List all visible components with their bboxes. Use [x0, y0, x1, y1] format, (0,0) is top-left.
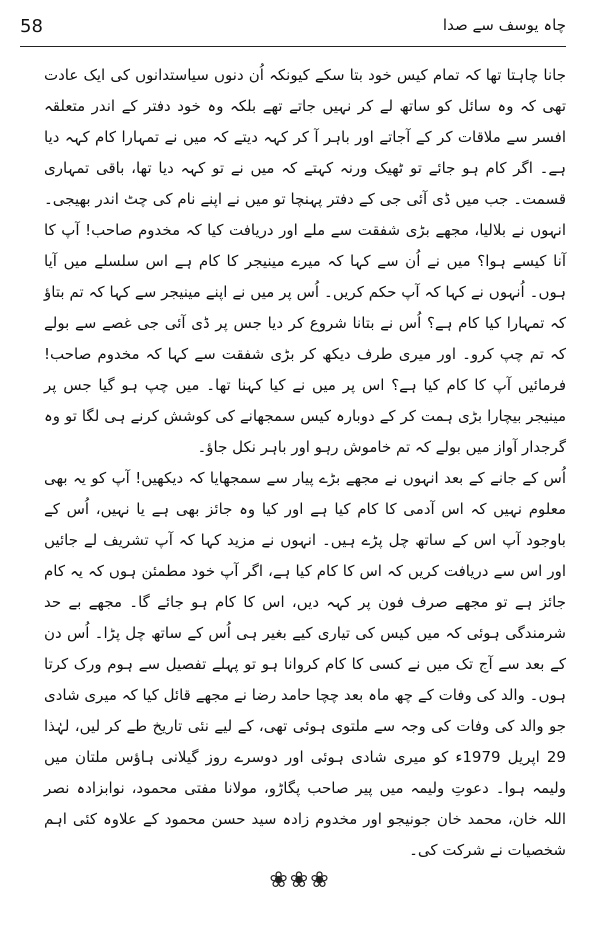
ornament-divider-icon: ❀❀❀ [269, 868, 331, 893]
paragraph-2: اُس کے جانے کے بعد انہوں نے مجھے بڑے پیار سے سمجھایا کہ دیکھیں! آپ کو یہ بھی معلوم نہیں کہ اس آدمی کا کام کیا ہے اور کیا وہ جائز بھی ہے یا نہیں، اُس کے باوجود آپ اس کے ساتھ چل پڑے ہیں۔ انہوں نے مزید کہا کہ آپ تشریف لے جائیں اور اس سے دریافت کریں کہ اس کا کام کیا ہے، اگر آپ خود مطمئن ہوں کہ یہ کام جائز ہے تو مجھے صرف فون پر کہہ دیں، اس کا کام ہو جائے گا۔ مجھے بے حد شرمندگی ہوئی کہ میں کیس کی تیاری کیے بغیر ہی اُس کے ساتھ چل پڑا۔ اُس دن کے بعد سے آج تک میں نے کسی کا کام کروانا ہو تو پہلے تفصیل سے ہوم ورک کرتا ہوں۔ والد کی وفات کے چھ ماہ بعد چچا حامد رضا نے مجھے قائل کیا کہ میری شادی جو والد کی وفات کی وجہ سے ملتوی ہوئی تھی، کے لیے نئی تاریخ طے کر لیں، لہٰذا 29 اپریل 1979ء کو میری شادی ہوئی اور دوسرے روز گیلانی ہاؤس ملتان میں ولیمہ ہوا۔ دعوتِ ولیمہ میں پیر صاحب پگاڑو، مولانا مفتی محمود، نوابزادہ نصر اللہ خان، محمد خان جونیجو اور مخدوم زادہ سید حسن محمود کے علاوہ کئی اہم شخصیات نے شرکت کی۔ [44, 469, 566, 859]
paragraph-1: جانا چاہتا تھا کہ تمام کیس خود بتا سکے کیونکہ اُن دنوں سیاستدانوں کی ایک عادت تھی کہ وہ سائل کو ساتھ لے کر نہیں جاتے تھے بلکہ وہ خود دفتر کے اندر متعلقہ افسر سے ملاقات کر کے آجاتے اور باہر آ کر کہہ دیتے کہ میں نے تمہارا کام کہہ دیا ہے۔ اگر کام ہو جائے تو ٹھیک ورنہ کہتے کہ میں نے تو کہہ دیا تھا، باقی تمہاری قسمت۔ جب میں ڈی آئی جی کے دفتر پہنچا تو میں نے اپنے نام کی چٹ اندر بھیجی۔ انہوں نے بلالیا، مجھے بڑی شفقت سے ملے اور دریافت کیا کہ مخدوم صاحب! آپ کا آنا کیسے ہوا؟ میں نے اُن سے کہا کہ میرے مینیجر کا کام ہے اس سلسلے میں آیا ہوں۔ اُنہوں نے کہا کہ آپ حکم کریں۔ اُس پر میں نے اپنے مینیجر سے کہا کہ تم بتاؤ کہ تمہارا کیا کام ہے؟ اُس نے بتانا شروع کر دیا جس پر ڈی آئی جی غصے سے بولے کہ تم چپ کرو۔ اور میری طرف دیکھ کر بڑی شفقت سے کہا کہ مخدوم صاحب! فرمائیں آپ کا کام کیا ہے؟ اس پر میں نے کیا کہنا تھا۔ میں چپ ہو گیا جس پر مینیجر بیچارا بڑی ہمت کر کے دوبارہ کیس سمجھانے کی کوشش کرنے ہی لگا تو وہ گرجدار آواز میں بولے کہ تم خاموش رہو اور باہر نکل جاؤ۔ [44, 66, 566, 456]
page-header [20, 14, 566, 47]
page-number: 58 [20, 16, 43, 37]
book-title: چاہ یوسف سے صدا [442, 16, 566, 34]
body-text [44, 60, 566, 866]
